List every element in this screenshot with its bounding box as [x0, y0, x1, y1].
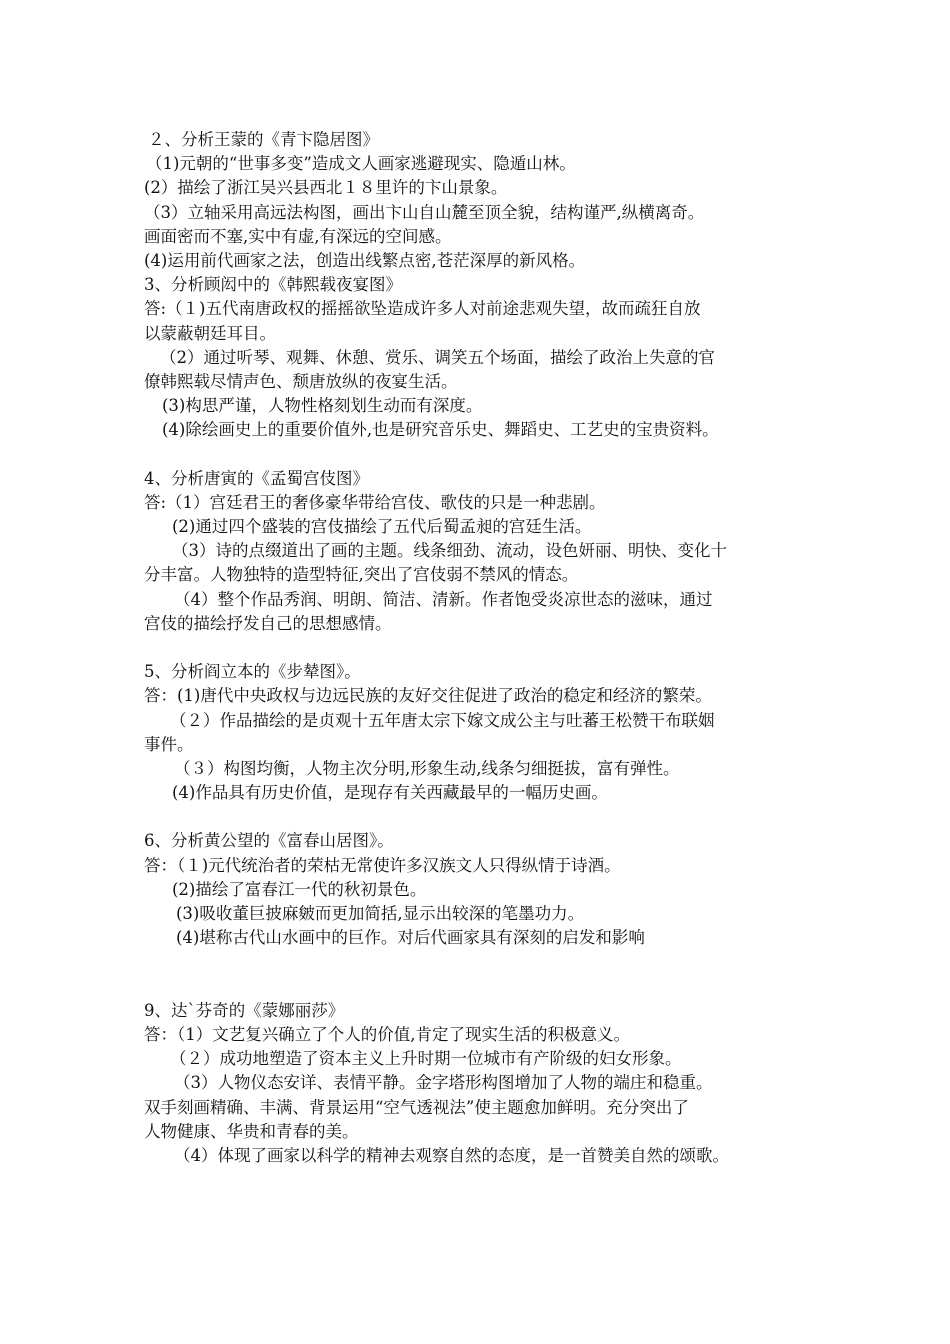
text-line: （２）作品描绘的是贞观十五年唐太宗下嫁文成公主与吐蕃王松赞干布联姻: [170, 710, 715, 730]
text-line: 事件。: [144, 734, 194, 754]
text-line: 9、达`芬奇的《蒙娜丽莎》: [144, 1000, 345, 1020]
text-line: (4)作品具有历史价值，是现存有关西藏最早的一幅历史画。: [172, 783, 608, 803]
text-line: 5、分析阎立本的《步辇图》。: [144, 662, 361, 682]
text-line: 答:（１)五代南唐政权的摇摇欲坠造成许多人对前途悲观失望，故而疏狂自放: [144, 299, 701, 319]
text-line: 答：(1)唐代中央政权与边远民族的友好交往促进了政治的稳定和经济的繁荣。: [144, 686, 712, 706]
text-line: (4)堪称古代山水画中的巨作。对后代画家具有深刻的启发和影响: [176, 928, 645, 948]
text-line: (2)描绘了富春江一代的秋初景色。: [172, 879, 427, 899]
text-line: 答:（1）宫廷君王的奢侈豪华带给宫伎、歌伎的只是一种悲剧。: [144, 492, 606, 512]
text-line: ２、分析王蒙的《青卞隐居图》: [148, 130, 379, 149]
text-line: （２）成功地塑造了资本主义上升时期一位城市有产阶级的妇女形象。: [170, 1049, 682, 1069]
text-line: （1)元朝的“世事多变”造成文人画家逃避现实、隐遁山林。: [146, 154, 576, 174]
text-line: （３）构图均衡，人物主次分明,形象生动,线条匀细挺拔，富有弹性。: [174, 758, 680, 778]
blank-line: [144, 950, 814, 974]
blank-line: [144, 975, 814, 999]
text-line: （2）通过听琴、观舞、休憩、赏乐、调笑五个场面，描绘了政治上失意的官: [160, 347, 715, 367]
blank-line: [144, 805, 814, 829]
text-line: 以蒙蔽朝廷耳目。: [144, 323, 276, 343]
text-line: 3、分析顾闳中的《韩熙载夜宴图》: [144, 275, 402, 295]
text-line: 双手刻画精确、丰满、背景运用“空气透视法”使主题愈加鲜明。充分突出了: [144, 1097, 689, 1117]
text-line: (4)除绘画史上的重要价值外,也是研究音乐史、舞蹈史、工艺史的宝贵资料。: [162, 420, 719, 440]
text-line: 画面密而不塞,实中有虚,有深远的空间感。: [144, 226, 452, 246]
text-line: (3)吸收董巨披麻皴而更加简括,显示出较深的笔墨功力。: [176, 904, 585, 923]
text-line: （3）人物仪态安详、表情平静。金字塔形构图增加了人物的端庄和稳重。: [174, 1073, 713, 1093]
text-line: (3)构思严谨，人物性格刻划生动而有深度。: [162, 396, 483, 416]
blank-line: [144, 442, 814, 466]
text-line: （4）体现了画家以科学的精神去观察自然的态度，是一首赞美自然的颂歌。: [174, 1145, 729, 1165]
text-line: （3）诗的点缀道出了画的主题。线条细劲、流动，设色妍丽、明快、变化十: [172, 541, 727, 561]
text-line: 答：（1）文艺复兴确立了个人的价值,肯定了现实生活的积极意义。: [144, 1024, 630, 1044]
text-line: （4）整个作品秀润、明朗、简洁、清新。作者饱受炎凉世态的滋味，通过: [174, 589, 713, 609]
blank-line: [144, 636, 814, 660]
text-line: 僚韩熙载尽情声色、颓唐放纵的夜宴生活。: [144, 371, 458, 391]
text-line: (4)运用前代画家之法，创造出线繁点密,苍茫深厚的新风格。: [144, 250, 586, 270]
text-line: (2)通过四个盛装的宫伎描绘了五代后蜀孟昶的宫廷生活。: [172, 517, 592, 536]
text-line: 6、分析黄公望的《富春山居图》。: [144, 831, 394, 851]
text-line: 分丰富。人物独特的造型特征,突出了宫伎弱不禁风的情态。: [144, 565, 579, 585]
document-page: [144, 128, 814, 1168]
text-line: (2）描绘了浙江吴兴县西北１８里许的卞山景象。: [144, 178, 508, 198]
text-line: 宫伎的描绘抒发自己的思想感情。: [144, 613, 392, 633]
text-line: 人物健康、华贵和青春的美。: [144, 1121, 359, 1141]
text-line: （3）立轴采用高远法构图，画出卞山自山麓至顶全貌，结构谨严,纵横离奇。: [144, 202, 705, 222]
text-line: 答：（１)元代统治者的荣枯无常使许多汉族文人只得纵情于诗酒。: [144, 855, 621, 875]
text-line: 4、分析唐寅的《孟蜀宫伎图》: [144, 468, 369, 488]
